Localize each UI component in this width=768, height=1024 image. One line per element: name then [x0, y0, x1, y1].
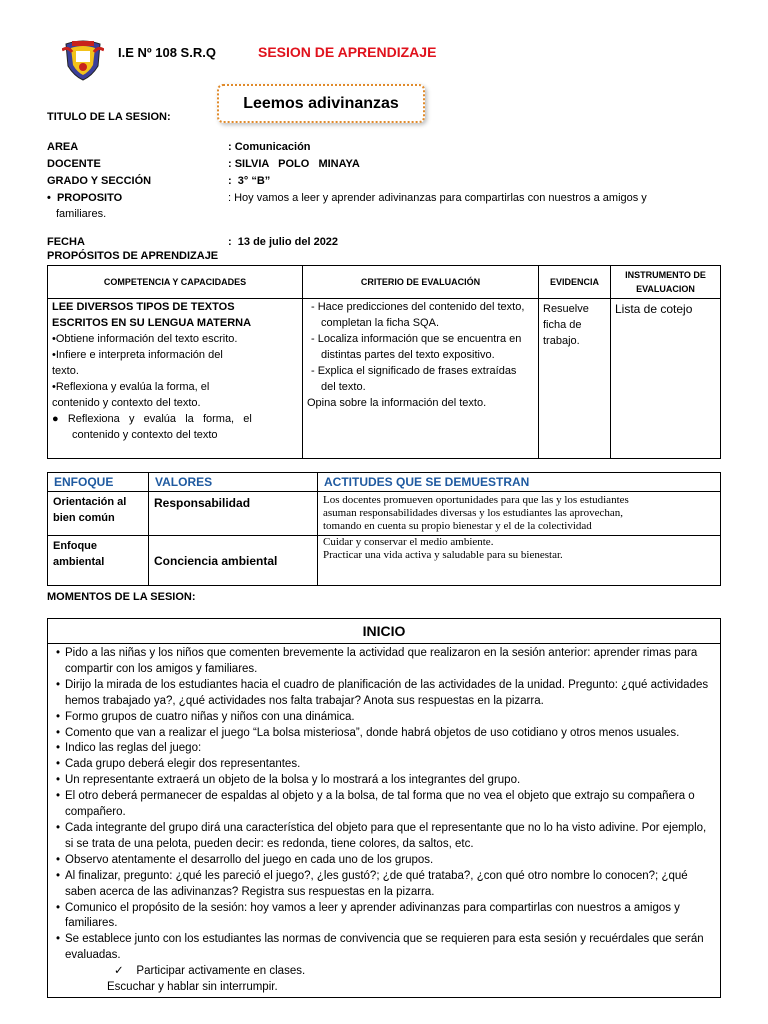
school-name: I.E Nº 108 S.R.Q	[118, 45, 216, 60]
competencia-cell	[48, 299, 303, 459]
proposito-row	[47, 192, 122, 204]
norm-item: ✓ Participar activamente en clases.	[114, 965, 306, 978]
actitud-line: tomando en cuenta su propio bienestar y el de la colectividad	[323, 520, 592, 532]
bullet-icon: •	[56, 758, 61, 771]
criterio-item: - Explica el significado de frases extraídas del texto.	[311, 365, 517, 393]
table-row	[48, 299, 721, 459]
area-value: : Comunicación	[228, 141, 311, 153]
header-competencia: COMPETENCIA Y CAPACIDADES	[48, 266, 303, 299]
grado-label: GRADO Y SECCIÓN	[47, 175, 152, 187]
bullet-icon: •	[56, 647, 61, 659]
bullet-icon: •	[56, 710, 61, 723]
actitudes-cell	[318, 492, 721, 536]
grado-value: : 3° “B”	[228, 175, 271, 187]
list-item: • El otro deberá permanecer de espaldas al objeto y a la bolsa, de tal forma que no vea el objeto que extrajo su compañera o compañero.	[56, 790, 695, 819]
bullet-icon: •	[56, 678, 61, 691]
actitud-line: Practicar una vida activa y saludable para su bienestar.	[323, 549, 563, 561]
header-actitudes: ACTITUDES QUE SE DEMUESTRAN	[318, 473, 721, 492]
criterio-item: - Hace predicciones del contenido del texto, completan la ficha SQA.	[311, 301, 525, 329]
area-label: AREA	[47, 141, 79, 153]
bullet-icon: •	[56, 869, 61, 882]
document-type-title: SESION DE APRENDIZAJE	[258, 44, 437, 60]
valor-cell: Conciencia ambiental	[149, 536, 318, 586]
fecha-value: : 13 de julio del 2022	[228, 236, 339, 248]
list-item: • Se establece junto con los estudiantes las normas de convivencia que se requieren para esta sesión y recuérdales que serán evaluadas.	[56, 933, 704, 962]
valor-cell: Responsabilidad	[149, 492, 318, 536]
fecha-label: FECHA	[47, 236, 85, 248]
capacidad-line: ● Reflexiona y evalúa la forma, el	[52, 413, 252, 425]
criterio-cell	[303, 299, 539, 459]
bullet-icon: •	[56, 933, 61, 946]
inicio-list	[48, 644, 720, 996]
proposito-label: PROPOSITO	[56, 192, 123, 204]
bullet-icon: •	[56, 901, 61, 914]
titulo-label: TITULO DE LA SESION:	[47, 111, 171, 123]
evidencia-text: Resuelve ficha de trabajo.	[543, 303, 589, 347]
instrumento-text: Lista de cotejo	[615, 302, 693, 316]
bullet-icon: •	[56, 790, 61, 803]
actitud-line: Cuidar y conservar el medio ambiente.	[323, 536, 494, 548]
capacidad-line: •Reflexiona y evalúa la forma, el	[52, 381, 210, 393]
header-evidencia: EVIDENCIA	[539, 266, 611, 299]
table-header-row	[48, 473, 721, 492]
actitudes-cell	[318, 536, 721, 586]
evidencia-cell	[539, 299, 611, 459]
list-item: • Al finalizar, pregunto: ¿qué les pareció el juego?, ¿les gustó?; ¿de qué trataba?, ¿con qué otro nombre lo conocen?; ¿qué saben acerca de las adivinanzas? Registra sus respuestas en la pizarra.	[56, 869, 688, 898]
enfoque-cell: Orientación al bien común	[48, 492, 149, 536]
actitud-line: asuman responsabilidades diversas y los estudiantes las aprovechan,	[323, 507, 623, 519]
list-item: • Formo grupos de cuatro niñas y niños con una dinámica.	[56, 710, 714, 726]
instrumento-cell	[611, 299, 721, 459]
table-header-row	[48, 266, 721, 299]
checkmark-icon: ✓	[114, 965, 137, 978]
proposito-continuation: familiares.	[56, 208, 107, 220]
bullet-icon: •	[56, 774, 61, 787]
list-item: • Indico las reglas del juego:	[56, 741, 714, 757]
capacidad-line: texto.	[52, 365, 79, 377]
capacidad-line: contenido y contexto del texto	[72, 429, 218, 441]
norm-item: Escuchar y hablar sin interrumpir.	[107, 981, 278, 994]
enfoques-table	[47, 472, 721, 586]
bullet-icon: •	[56, 742, 61, 755]
momentos-label: MOMENTOS DE LA SESION:	[47, 591, 196, 603]
competencias-table	[47, 265, 721, 459]
bullet-icon: •	[56, 853, 61, 866]
inicio-section	[47, 618, 721, 998]
bullet-icon: •	[56, 726, 61, 739]
bullet-icon: •	[47, 192, 57, 204]
list-item: • Cada grupo deberá elegir dos representantes.	[56, 757, 714, 773]
inicio-title: INICIO	[48, 619, 720, 644]
actitud-line: Los docentes promueven oportunidades para que las y los estudiantes	[323, 494, 629, 506]
bullet-icon: •	[56, 821, 61, 834]
capacidad-line: contenido y contexto del texto.	[52, 397, 201, 409]
session-title: Leemos adivinanzas	[243, 94, 399, 112]
docente-value: : SILVIA POLO MINAYA	[228, 158, 360, 170]
docente-label: DOCENTE	[47, 158, 101, 170]
header-instrumento: INSTRUMENTO DE EVALUACION	[611, 266, 721, 299]
list-item: • Un representante extraerá un objeto de la bolsa y lo mostrará a los integrantes del grupo.	[56, 773, 714, 789]
session-title-box	[217, 84, 425, 123]
header-valores: VALORES	[149, 473, 318, 492]
capacidad-line: •Infiere e interpreta información del	[52, 349, 223, 361]
list-item: • Cada integrante del grupo dirá una característica del objeto para que el representante que no lo ha visto adivine. Por ejemplo, si se trata de una pelota, pueden decir: es redonda, tiene colores, da saltos, etc.	[56, 821, 707, 850]
list-item: • Observo atentamente el desarrollo del juego en cada uno de los grupos.	[56, 853, 714, 869]
school-crest-logo	[62, 38, 104, 82]
list-item: • Dirijo la mirada de los estudiantes hacia el cuadro de planificación de las actividades de la unidad. Pregunto: ¿qué actividades hemos trabajado ya?, ¿qué actividades nos falta trabajar? Anota sus respuestas en la pizarra.	[56, 678, 709, 707]
list-item: • Pido a las niñas y los niños que comenten brevemente la actividad que realizaron en la sesión anterior: aprender rimas para compartir con los amigos y familiares.	[56, 647, 698, 675]
criterio-item: - Localiza información que se encuentra en distintas partes del texto expositivo.	[311, 333, 522, 361]
table-row	[48, 536, 721, 586]
capacidad-line: •Obtiene información del texto escrito.	[52, 333, 238, 345]
list-item: • Comento que van a realizar el juego “La bolsa misteriosa”, donde habrá objetos de uso cotidiano y otros menos usuales.	[56, 726, 714, 742]
competencia-title-2: ESCRITOS EN SU LENGUA MATERNA	[52, 317, 252, 329]
table-row	[48, 492, 721, 536]
header-criterio: CRITERIO DE EVALUACIÓN	[303, 266, 539, 299]
enfoque-cell: Enfoque ambiental	[48, 536, 149, 586]
list-item: • Comunico el propósito de la sesión: hoy vamos a leer y aprender adivinanzas para compartirlas con nuestros a amigos y familiares.	[56, 901, 680, 930]
competencia-title-1: LEE DIVERSOS TIPOS DE TEXTOS	[52, 301, 235, 313]
criterio-final: Opina sobre la información del texto.	[307, 397, 487, 409]
propositos-label: PROPÓSITOS DE APRENDIZAJE	[47, 250, 219, 262]
proposito-value: : Hoy vamos a leer y aprender adivinanzas para compartirlas con nuestros a amigos y	[228, 192, 647, 204]
header-enfoque: ENFOQUE	[48, 473, 149, 492]
